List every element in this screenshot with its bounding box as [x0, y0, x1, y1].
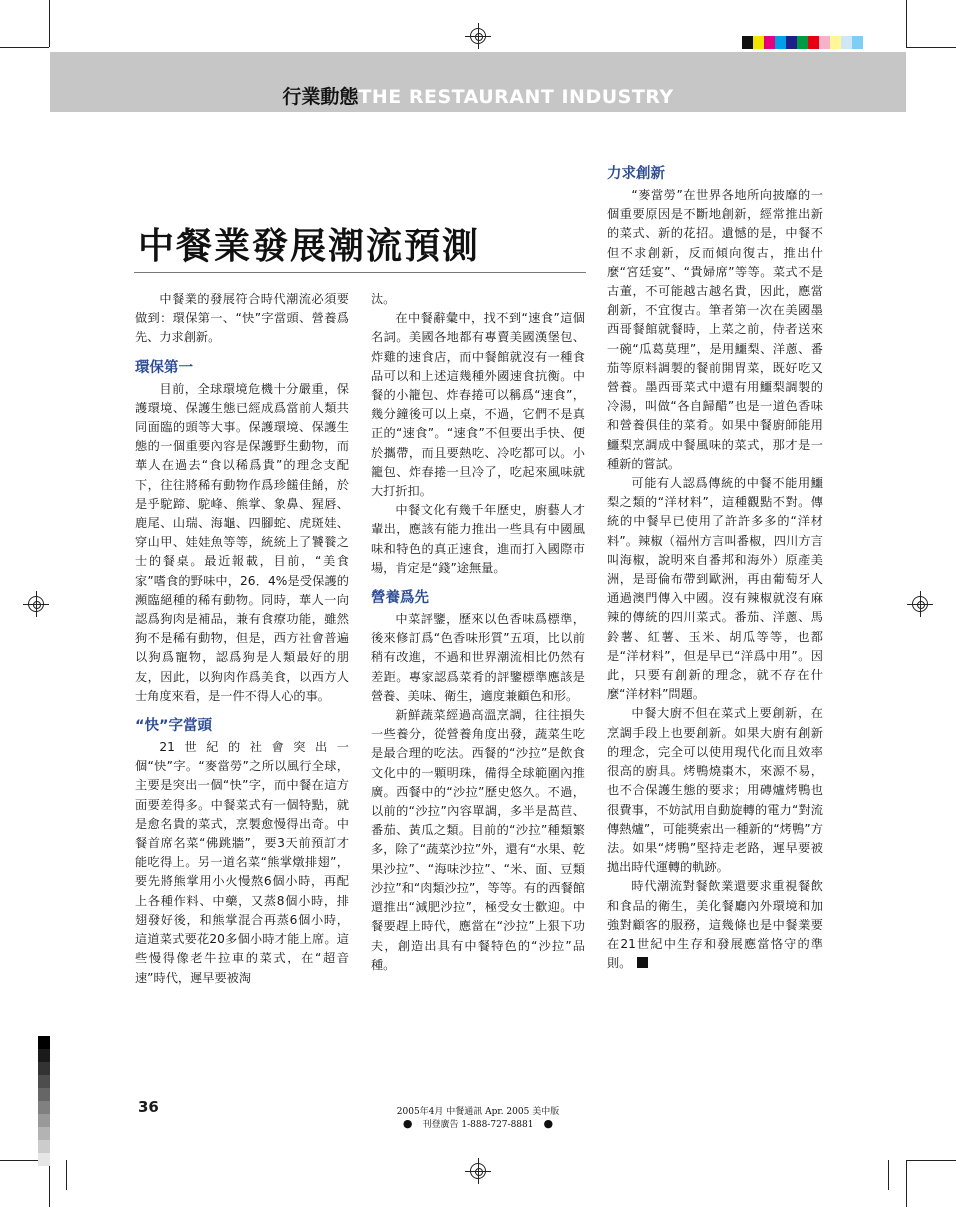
registration-mark-icon: [912, 596, 928, 612]
article-paragraph: 21世紀的社會突出一個“快”字。“麥當勞”之所以風行全球，主要是突出一個“快”字，而中餐在這方面要差得多。中餐菜式有一個特點，就是愈名貴的菜式，烹製愈慢得出奇。中餐首席名菜“佛跳牆”，要3天前預訂才能吃得上。另一道名菜“熊掌燉排翅”，要先將熊掌用小火慢熬6個小時，再配上各種作料、中藥，又蒸8個小時，排翅發好後，和熊掌混合再蒸6個小時，這道菜式要花20多個小時才能上席。這些慢得像老牛拉車的菜式，在“超音速”時代，遲早要被淘: [135, 740, 349, 985]
color-swatch: [841, 36, 852, 49]
crop-mark: [66, 1160, 67, 1190]
footer-issue-line: 2005年4月 中餐通訊 Apr. 2005 美中版: [396, 1107, 560, 1117]
article-paragraph: 在中餐辭彙中，找不到“速食”這個名詞。美國各地都有專賣美國漢堡包、炸雞的速食店，而中餐館就沒有一種食品可以和上述這幾種外國速食抗衡。中餐的小籠包、炸春捲可以稱爲“速食”，幾分鐘後可以上桌，不過，它們不是真正的“速食”。“速食”不但要出手快、便於攜帶，而且要熱吃、冷吃都可以。小籠包、炸春捲一旦冷了，吃起來風味就大打折扣。: [371, 311, 585, 499]
crop-mark: [49, 1160, 50, 1207]
article-paragraph: 時代潮流對餐飲業還要求重視餐飲和食品的衛生，美化餐廳內外環境和加強對顧客的服務，這幾條也是中餐業要在21世紀中生存和發展應當恪守的準則。: [607, 879, 823, 971]
article-paragraph: 新鮮蔬菜經過高溫烹調，往往損失一些養分，從營養角度出發，蔬菜生吃是最合理的吃法。西餐的“沙拉”是飲食文化中的一顆明珠，備得全球範圍內推廣。西餐中的“沙拉”歷史悠久。不過，以前的“沙拉”內容單調，多半是萵苣、番茄、黃瓜之類。目前的“沙拉”種類繁多，除了“蔬菜沙拉”外，還有“水果、乾果沙拉”、“海味沙拉”、“米、面、豆類沙拉”和“肉類沙拉”，等等。有的西餐館還推出“減肥沙拉”，極受女士歡迎。中餐要趕上時代，應當在“沙拉”上狠下功夫，創造出具有中餐特色的“沙拉”品種。: [371, 708, 585, 972]
end-mark-icon: [637, 957, 648, 968]
gray-swatch: [38, 1049, 50, 1062]
registration-mark-icon: [470, 1163, 486, 1179]
article-title: 中餐業發展潮流預測: [138, 225, 481, 267]
section-title-zh: 行業動態: [282, 86, 359, 108]
article-column-3: [607, 162, 823, 973]
footer-ad-text: 刊登廣告 1-888-727-8881: [422, 1120, 534, 1130]
color-calibration-bar: [742, 36, 863, 49]
color-swatch: [786, 36, 797, 49]
crop-mark: [906, 1160, 907, 1207]
crop-mark: [49, 0, 50, 47]
title-divider: [134, 272, 586, 273]
crop-mark: [906, 0, 907, 47]
article-column-2: [371, 290, 585, 975]
bullet-icon: ●: [402, 1117, 413, 1130]
section-heading: 營養爲先: [371, 590, 429, 607]
article-paragraph: 中餐業的發展符合時代潮流必須要做到：環保第一、“快”字當頭、營養爲先、力求創新。: [135, 292, 349, 345]
article-paragraph: 中餐大廚不但在菜式上要創新，在烹調手段上也要創新。如果大廚有創新的理念，完全可以使用現代化而且效率很高的廚具。烤鴨燒棗木，來源不易，也不合保護生態的要求；用磚爐烤鴨也很費事，不妨試用自動旋轉的電力“對流傳熱爐”，可能獎索出一種新的“烤鴨”方法。如果“烤鴨”堅持走老路，遲早要被拋出時代運轉的軌跡。: [607, 706, 823, 875]
registration-mark-icon: [470, 28, 486, 44]
article-paragraph: 可能有人認爲傳統的中餐不能用鱷梨之類的“洋材料”，這種觀點不對。傳統的中餐早已使用了許許多多的“洋材料”。辣椒（福州方言叫番椒，四川方言叫海椒，說明來自番邦和海外）原產美洲，是哥倫布帶到歐洲，再由葡萄牙人通過澳門傳入中國。沒有辣椒就沒有麻辣的傳統的四川菜式。番茄、洋蔥、馬鈴薯、紅薯、玉米、胡瓜等等，也都是“洋材料”，但是早已“洋爲中用”。因此，只要有創新的理念，就不存在什麼“洋材料”問題。: [607, 476, 823, 702]
crop-mark: [888, 1160, 889, 1190]
color-swatch: [808, 36, 819, 49]
color-swatch: [742, 36, 753, 49]
crop-mark: [906, 47, 956, 48]
color-swatch: [764, 36, 775, 49]
page-number: 36: [138, 1098, 159, 1116]
article-paragraph: 目前，全球環境危機十分嚴重，保護環境、保護生態已經成爲當前人類共同面臨的頭等大事。保護環境、保護生態的一個重要內容是保護野生動物，而華人在過去“食以稀爲貴”的理念支配下，往往將稀有動物作爲珍饈佳餚，於是乎駝蹄、駝峰、熊掌、象鼻、猩唇、鹿尾、山瑞、海龜、四腳蛇、虎斑娃、穿山甲、娃娃魚等等，統統上了饕餮之士的餐桌。最近報載，目前，“美食家”嗜食的野味中，26．4%是受保護的瀕臨絕種的稀有動物。同時，華人一向認爲狗肉是補品，兼有食療功能，雖然狗不是稀有動物，但是，西方社會普遍以狗爲寵物，認爲狗是人類最好的朋友，因此，以狗肉作爲美食，以西方人士角度來看，是一件不得人心的事。: [135, 381, 349, 703]
gray-swatch: [38, 1153, 50, 1166]
color-swatch: [819, 36, 830, 49]
article-paragraph: 中餐文化有幾千年歷史，廚藝人才輩出，應該有能力推出一些具有中國風味和特色的真正速食，進而打入國際市場，肯定是“錢”途無量。: [371, 503, 585, 575]
gray-swatch: [38, 1075, 50, 1088]
gray-swatch: [38, 1140, 50, 1153]
crop-mark: [0, 47, 49, 48]
bullet-icon: ●: [543, 1117, 554, 1130]
article-paragraph: 汰。: [371, 292, 396, 306]
registration-mark-icon: [28, 596, 44, 612]
footer: [0, 1106, 956, 1131]
color-swatch: [775, 36, 786, 49]
article-paragraph: “麥當勞”在世界各地所向披靡的一個重要原因是不斷地創新，經常推出新的菜式、新的花招。遺憾的是，中餐不但不求創新，反而傾向復古，推出什麼“宮廷宴”、“貴婦席”等等。菜式不是古董，不可能越古越名貴，因此，應當創新，不宜復古。筆者第一次在美國墨西哥餐館就餐時，上菜之前，侍者送來一碗“瓜葛莫理”，是用鱷梨、洋蔥、番茄等原料調製的餐前開胃菜，既好吃又營養。墨西哥菜式中還有用鱷梨調製的冷湯，叫做“各自歸醋”也是一道色香味和營養俱佳的菜肴。如果中餐廚師能用鱷梨烹調成中餐風味的菜式，那才是一種新的嘗試。: [607, 188, 823, 471]
section-heading: 環保第一: [135, 359, 193, 376]
color-swatch: [753, 36, 764, 49]
footer-ad-line: [0, 1118, 956, 1131]
crop-mark: [906, 1160, 956, 1161]
section-heading: 力求創新: [607, 166, 665, 182]
article-column-1: [135, 290, 349, 988]
color-swatch: [797, 36, 808, 49]
color-swatch: [852, 36, 863, 49]
section-header-band: [50, 52, 906, 112]
color-swatch: [830, 36, 841, 49]
gray-swatch: [38, 1036, 50, 1049]
section-title: [50, 82, 906, 109]
gray-swatch: [38, 1088, 50, 1101]
section-title-en: THE RESTAURANT INDUSTRY: [358, 86, 674, 108]
section-heading: “快”字當頭: [135, 718, 213, 735]
gray-swatch: [38, 1062, 50, 1075]
article-paragraph: 中菜評鑒，歷來以色香味爲標準，後來修訂爲“色香味形質”五項，比以前稍有改進，不過和世界潮流相比仍然有差距。專家認爲菜肴的評鑒標準應該是營養、美味、衛生，適度兼顧色和形。: [371, 612, 585, 703]
grayscale-calibration-bar: [38, 1036, 50, 1166]
